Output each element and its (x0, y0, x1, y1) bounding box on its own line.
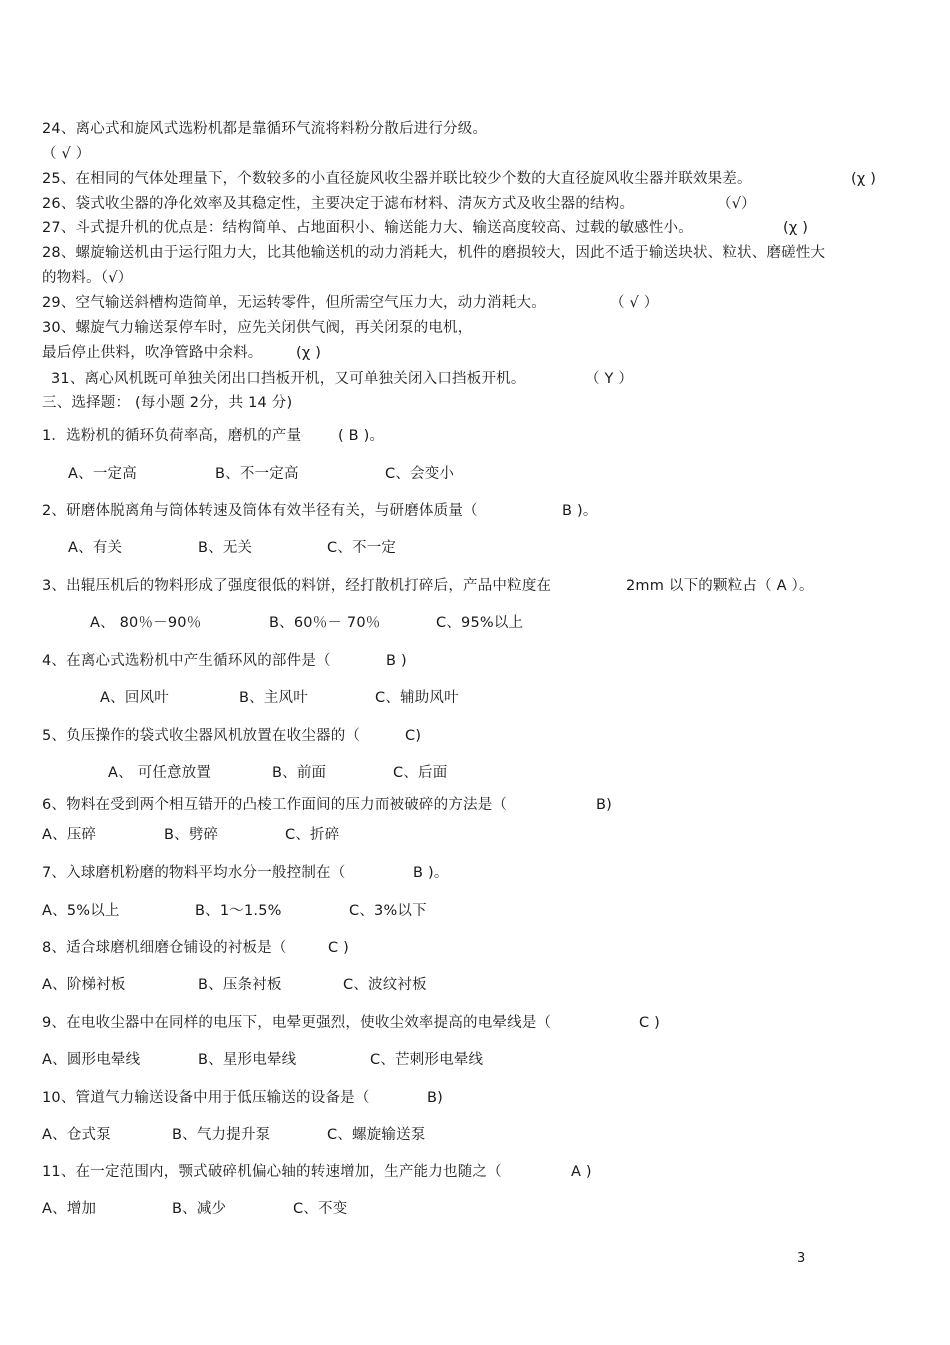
text-line: C、3%以下 (349, 903, 427, 919)
text-line: B ) (386, 653, 407, 669)
text-line: 4、在离心式选粉机中产生循环风的部件是（ (42, 653, 331, 669)
text-line: 31、离心风机既可单独关闭出口挡板开机，又可单独关闭入口挡板开机。 (51, 371, 526, 387)
text-line: B) (596, 797, 613, 813)
text-line: 的物料。（√） (42, 270, 133, 286)
text-line: B) (427, 1090, 444, 1106)
text-line: C) (405, 728, 422, 744)
text-line: C、波纹衬板 (343, 977, 427, 993)
text-line: 11、在一定范围内，颚式破碎机偏心轴的转速增加，生产能力也随之（ (42, 1164, 502, 1180)
text-line: 最后停止供料，吹净管路中余料。 (42, 345, 263, 361)
text-line: C、后面 (393, 765, 448, 781)
text-line: 25、在相同的气体处理量下，个数较多的小直径旋风收尘器并联比较少个数的大直径旋风收尘器并联效果差。 (42, 171, 752, 187)
text-line: B、不一定高 (215, 466, 299, 482)
text-line: 7、入球磨机粉磨的物料平均水分一般控制在（ (42, 865, 346, 881)
text-line: （ √ ） (610, 295, 659, 311)
text-line: A、增加 (42, 1201, 97, 1217)
text-line: B、无关 (198, 540, 253, 556)
text-line: (χ ) (783, 220, 809, 236)
text-line: B、60％－ 70％ (269, 615, 381, 631)
text-line: C、折碎 (285, 827, 340, 843)
text-line: A、圆形电晕线 (42, 1052, 141, 1068)
text-line: B )。 (562, 503, 598, 519)
text-line: A、一定高 (68, 466, 137, 482)
text-line: 30、螺旋气力输送泵停车时，应先关闭供气阀，再关闭泵的电机， (42, 320, 473, 336)
text-line: C、95%以上 (436, 615, 524, 631)
text-line: C ) (328, 940, 349, 956)
text-line: A、仓式泵 (42, 1127, 111, 1143)
text-line: 5、负压操作的袋式收尘器风机放置在收尘器的（ (42, 728, 361, 744)
text-line: 29、空气输送斜槽构造简单，无运转零件，但所需空气压力大，动力消耗大。 (42, 295, 546, 311)
text-line: B、压条衬板 (198, 977, 282, 993)
text-line: 2mm 以下的颗粒占（ A ）。 (626, 578, 814, 594)
text-line: B、星形电晕线 (198, 1052, 297, 1068)
text-line: C、不变 (293, 1201, 348, 1217)
text-line: 10、管道气力输送设备中用于低压输送的设备是（ (42, 1090, 370, 1106)
text-line: A、 80％－90％ (90, 615, 202, 631)
text-line: B、前面 (272, 765, 327, 781)
page-number: 3 (797, 1251, 806, 1266)
text-line: 6、物料在受到两个相互错开的凸棱工作面间的压力而被破碎的方法是（ (42, 797, 508, 813)
text-line: C、辅助风叶 (375, 690, 459, 706)
text-line: B、主风叶 (239, 690, 308, 706)
text-line: （ Y ） (585, 371, 634, 387)
text-line: C、会变小 (385, 466, 455, 482)
text-line: 26、袋式收尘器的净化效率及其稳定性，主要决定于滤布材料、清灰方式及收尘器的结构。 (42, 196, 635, 212)
text-line: 27、斗式提升机的优点是：结构简单、占地面积小、输送能力大、输送高度较高、过载的敏感性小。 (42, 220, 693, 236)
text-line: B、减少 (172, 1201, 227, 1217)
text-line: A、回风叶 (100, 690, 169, 706)
text-line: 三、选择题： (每小题 2分，共 14 分) (42, 395, 293, 411)
text-line: (χ ) (851, 171, 877, 187)
text-line: C、螺旋输送泵 (327, 1127, 426, 1143)
text-line: B、劈碎 (164, 827, 219, 843)
text-line: C、芒刺形电晕线 (370, 1052, 484, 1068)
text-line: A、压碎 (42, 827, 97, 843)
text-line: C、不一定 (327, 540, 397, 556)
text-line: （ √ ） (42, 146, 91, 162)
text-line: ( B )。 (338, 428, 385, 444)
text-line: C ) (639, 1015, 660, 1031)
text-line: 8、适合球磨机细磨仓铺设的衬板是（ (42, 940, 287, 956)
text-line: B、气力提升泵 (172, 1127, 271, 1143)
text-line: 28、螺旋输送机由于运行阻力大，比其他输送机的动力消耗大，机件的磨损较大，因此不适于输送块状、粒状、磨磋性大 (42, 245, 826, 261)
text-line: B、1～1.5% (195, 903, 282, 919)
text-line: A、 可任意放置 (108, 765, 212, 781)
text-line: 24、离心式和旋风式选粉机都是靠循环气流将料粉分散后进行分级。 (42, 121, 488, 137)
text-line: 9、在电收尘器中在同样的电压下，电晕更强烈，使收尘效率提高的电晕线是（ (42, 1015, 552, 1031)
text-line: 1．选粉机的循环负荷率高，磨机的产量 (42, 428, 302, 444)
text-line: 3、出辊压机后的物料形成了强度很低的料饼，经打散机打碎后，产品中粒度在 (42, 578, 552, 594)
text-line: A ) (571, 1164, 592, 1180)
text-line: 2、研磨体脱离角与筒体转速及筒体有效半径有关，与研磨体质量（ (42, 503, 478, 519)
text-line: A、阶梯衬板 (42, 977, 126, 993)
text-line: （√） (717, 196, 756, 212)
text-line: (χ ) (296, 345, 322, 361)
text-line: A、有关 (68, 540, 123, 556)
text-line: A、5%以上 (42, 903, 120, 919)
text-line: B )。 (413, 865, 449, 881)
